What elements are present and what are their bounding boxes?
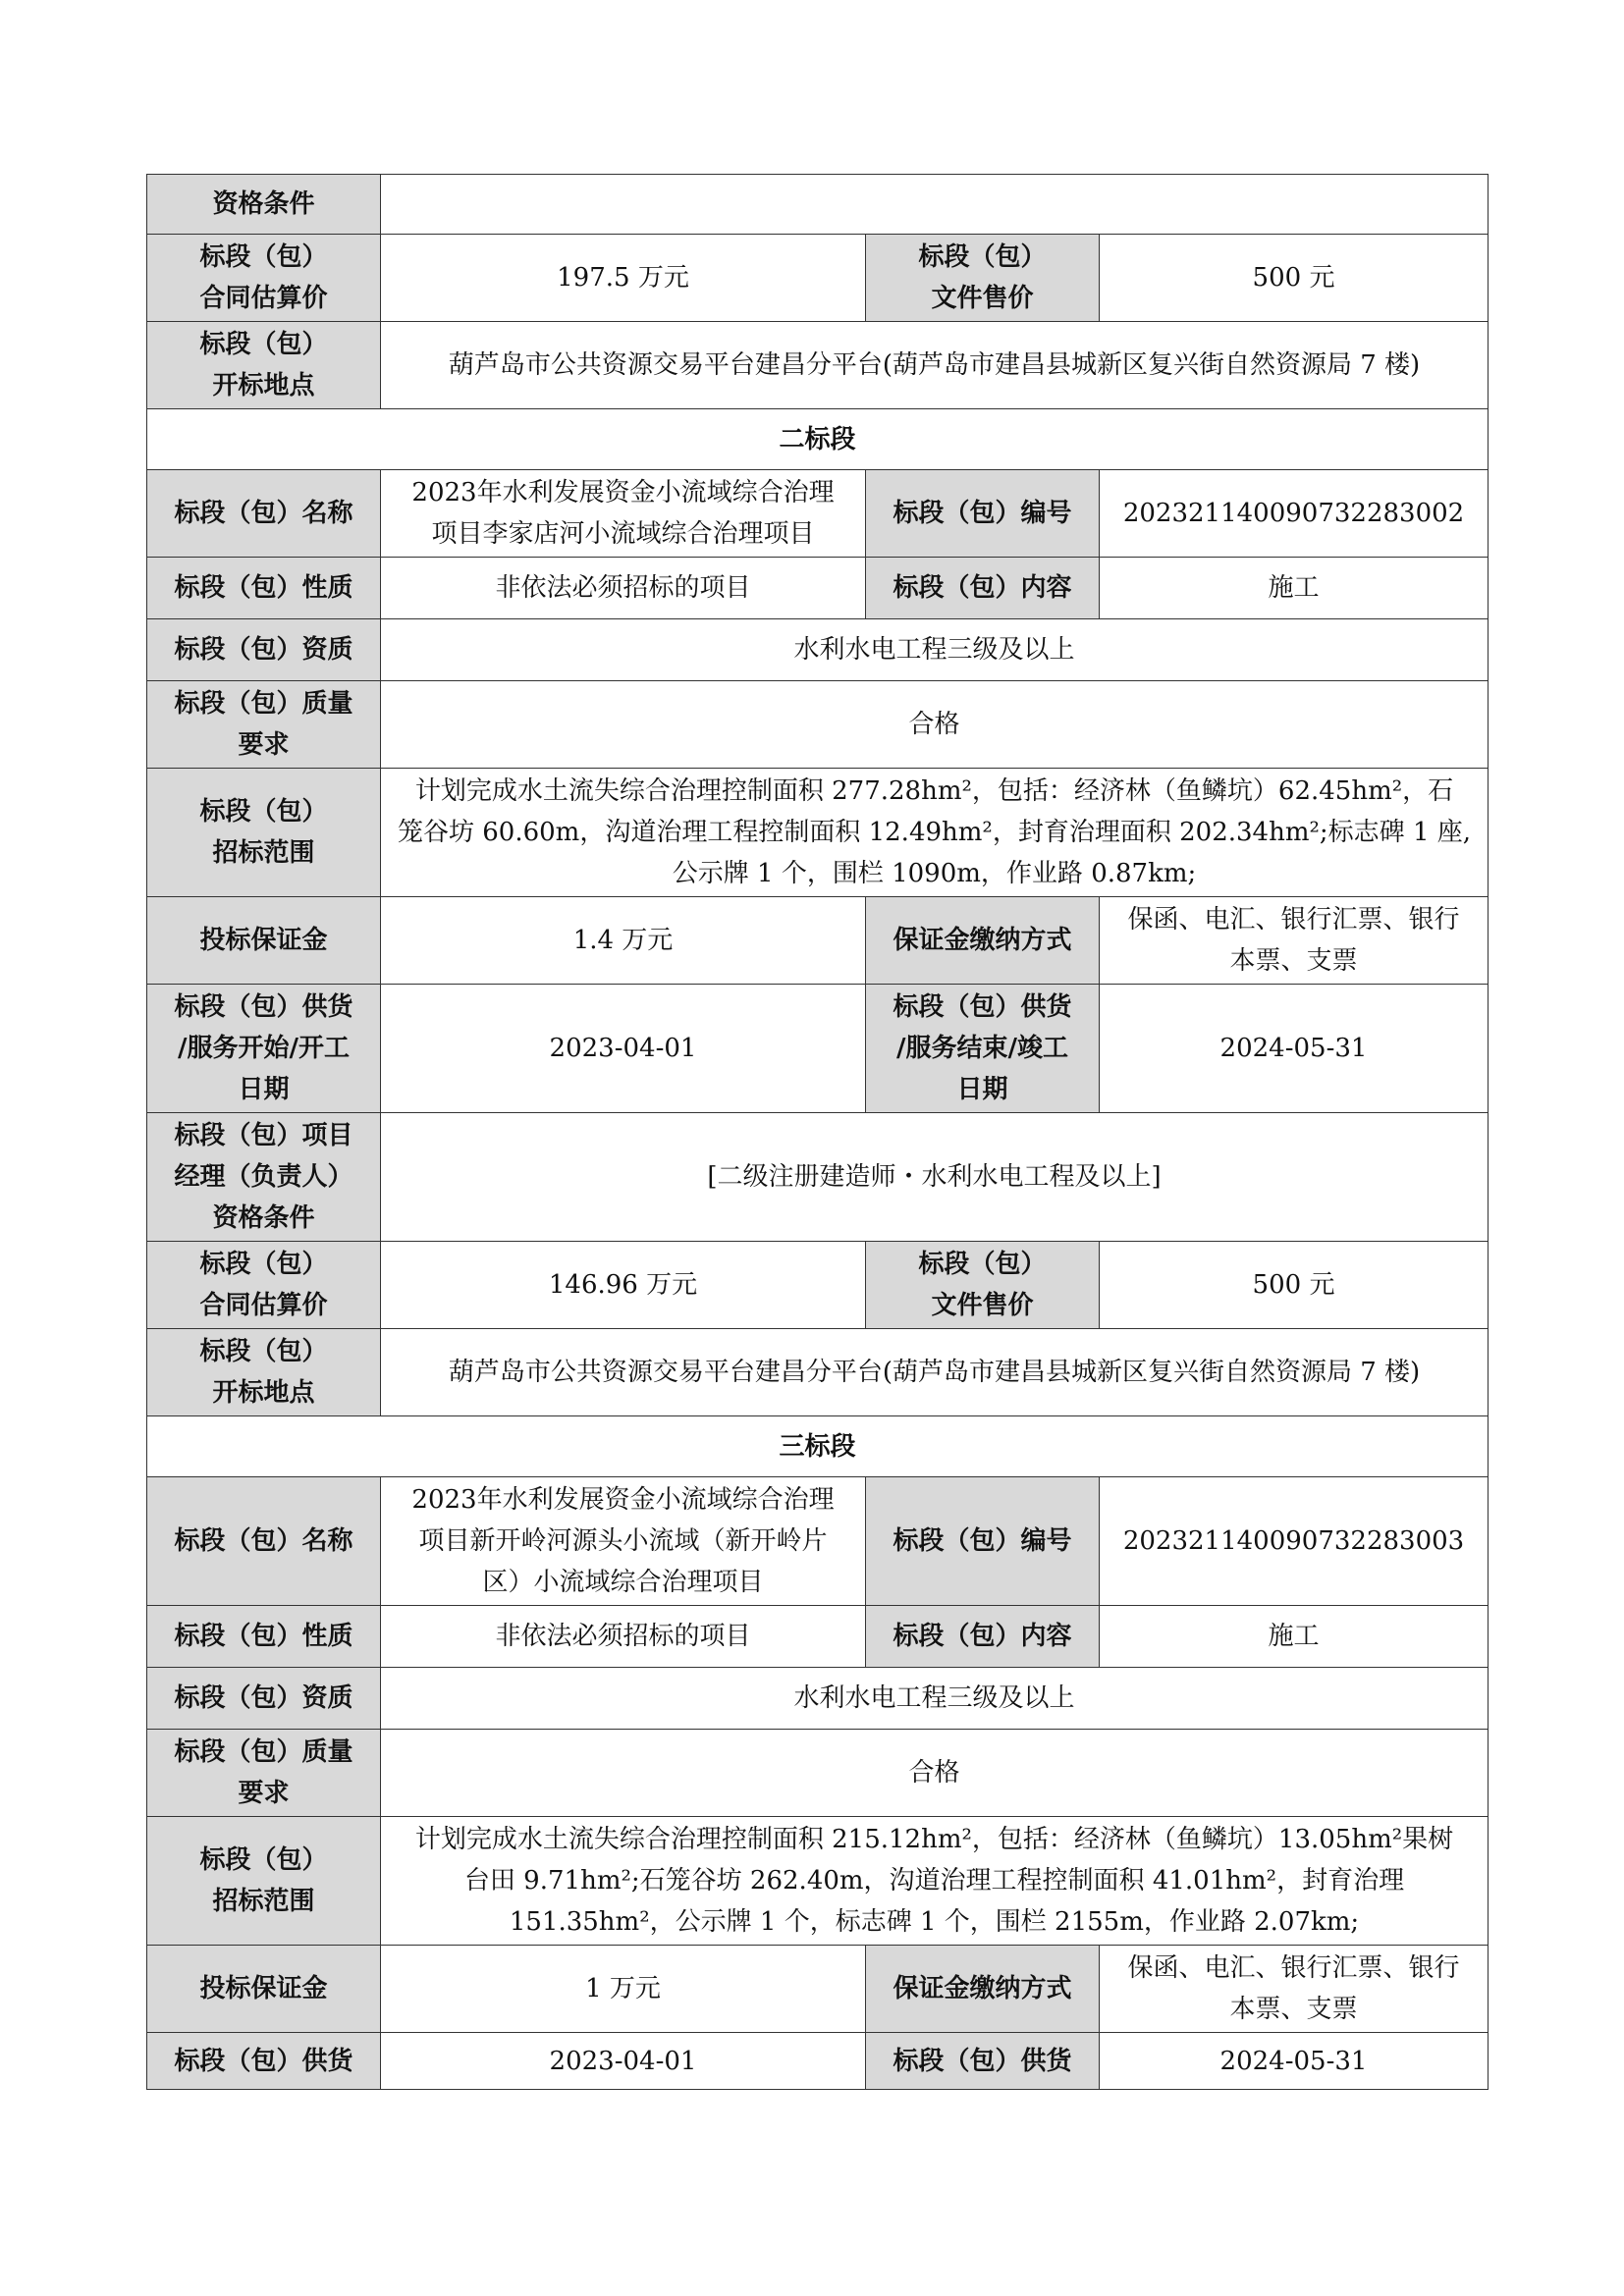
section-2-opening-place: 葫芦岛市公共资源交易平台建昌分平台(葫芦岛市建昌县城新区复兴街自然资源局 7 楼): [381, 1329, 1489, 1416]
section-2-title: 二标段: [147, 409, 1489, 470]
code-label: 标段（包）编号: [866, 1477, 1100, 1606]
section-2-name: 2023年水利发展资金小流域综合治理 项目李家店河小流域综合治理项目: [381, 470, 866, 558]
document-price-label: 标段（包） 文件售价: [866, 1242, 1100, 1329]
supply-start-label: 标段（包）供货: [147, 2033, 381, 2090]
contract-estimate-label: 标段（包） 合同估算价: [147, 235, 381, 322]
name-label: 标段（包）名称: [147, 1477, 381, 1606]
table-row: [147, 619, 1489, 681]
section-2-content: 施工: [1100, 558, 1489, 619]
aptitude-label: 标段（包）资质: [147, 619, 381, 681]
section-3-deposit: 1 万元: [381, 1946, 866, 2033]
deposit-label: 投标保证金: [147, 1946, 381, 2033]
section-2-code: 20232114009073228300​2: [1100, 470, 1489, 558]
section-2-start-date: 2023-04-01: [381, 985, 866, 1113]
table-row: [147, 322, 1489, 409]
section-3-name: 2023年水利发展资金小流域综合治理 项目新开岭河源头小流域（新开岭片 区）小流域综合治理项目: [381, 1477, 866, 1606]
nature-label: 标段（包）性质: [147, 1606, 381, 1668]
section-2-scope: 计划完成水土流失综合治理控制面积 277.28hm²，包括：经济林（鱼鳞坑）62.45hm²，石 笼谷坊 60.60m，沟道治理工程控制面积 12.49hm²，封育治理面积 202.34hm²;标志碑 1 座, 公示牌 1 个，围栏 1090m，作业路 0.87km;: [381, 769, 1489, 897]
scope-label: 标段（包） 招标范围: [147, 1817, 381, 1946]
aptitude-label: 标段（包）资质: [147, 1668, 381, 1730]
section-3-quality: 合格: [381, 1730, 1489, 1817]
section-3-end-date: 2024-05-31: [1100, 2033, 1489, 2090]
section-2-deposit-method: 保函、电汇、银行汇票、银行 本票、支票: [1100, 897, 1489, 985]
opening-place-label: 标段（包） 开标地点: [147, 322, 381, 409]
section-2-contract-estimate: 146.96 万元: [381, 1242, 866, 1329]
table-row: [147, 897, 1489, 985]
table-row: [147, 1329, 1489, 1416]
qualification-value: [381, 175, 1489, 235]
section-3-code: 202321140090732283003: [1100, 1477, 1489, 1606]
section-2-aptitude: 水利水电工程三级及以上: [381, 619, 1489, 681]
table-row: [147, 2033, 1489, 2090]
start-date-label: 标段（包）供货 /服务开始/开工 日期: [147, 985, 381, 1113]
deposit-method-label: 保证金缴纳方式: [866, 897, 1100, 985]
content-label: 标段（包）内容: [866, 1606, 1100, 1668]
content-label: 标段（包）内容: [866, 558, 1100, 619]
table-row: [147, 769, 1489, 897]
section-3-nature: 非依法必须招标的项目: [381, 1606, 866, 1668]
section-2-quality: 合格: [381, 681, 1489, 769]
end-date-label: 标段（包）供货 /服务结束/竣工 日期: [866, 985, 1100, 1113]
table-row: [147, 985, 1489, 1113]
table-row: [147, 558, 1489, 619]
opening-place-label: 标段（包） 开标地点: [147, 1329, 381, 1416]
table-row: [147, 1946, 1489, 2033]
nature-label: 标段（包）性质: [147, 558, 381, 619]
table-row: [147, 1730, 1489, 1817]
code-label: 标段（包）编号: [866, 470, 1100, 558]
document-price-label: 标段（包） 文件售价: [866, 235, 1100, 322]
section-header-row: [147, 1416, 1489, 1477]
name-label: 标段（包）名称: [147, 470, 381, 558]
table-row: [147, 235, 1489, 322]
section-3-aptitude: 水利水电工程三级及以上: [381, 1668, 1489, 1730]
section-2-document-price: 500 元: [1100, 1242, 1489, 1329]
quality-label: 标段（包）质量 要求: [147, 681, 381, 769]
section-2-manager: [二级注册建造师・水利水电工程及以上]: [381, 1113, 1489, 1242]
contract-estimate-value: 197.5 万元: [381, 235, 866, 322]
section-2-nature: 非依法必须招标的项目: [381, 558, 866, 619]
table-row: [147, 1113, 1489, 1242]
manager-label: 标段（包）项目 经理（负责人） 资格条件: [147, 1113, 381, 1242]
table-row: [147, 1242, 1489, 1329]
section-header-row: [147, 409, 1489, 470]
supply-end-label: 标段（包）供货: [866, 2033, 1100, 2090]
section-3-content: 施工: [1100, 1606, 1489, 1668]
table-row: [147, 175, 1489, 235]
contract-estimate-label: 标段（包） 合同估算价: [147, 1242, 381, 1329]
document-price-value: 500 元: [1100, 235, 1489, 322]
table-row: [147, 1477, 1489, 1606]
qualification-label: 资格条件: [147, 175, 381, 235]
section-2-end-date: 2024-05-31: [1100, 985, 1489, 1113]
section-3-deposit-method: 保函、电汇、银行汇票、银行 本票、支票: [1100, 1946, 1489, 2033]
deposit-method-label: 保证金缴纳方式: [866, 1946, 1100, 2033]
table-row: [147, 470, 1489, 558]
table-row: [147, 681, 1489, 769]
deposit-label: 投标保证金: [147, 897, 381, 985]
table-row: [147, 1817, 1489, 1946]
tender-section-table: [146, 174, 1489, 2090]
section-2-deposit: 1.4 万元: [381, 897, 866, 985]
table-row: [147, 1668, 1489, 1730]
section-3-scope: 计划完成水土流失综合治理控制面积 215.12hm²，包括：经济林（鱼鳞坑）13.05hm²果树 台田 9.71hm²;石笼谷坊 262.40m，沟道治理工程控制面积 41.01hm²，封育治理 151.35hm²，公示牌 1 个，标志碑 1 个，围栏 2155m，作业路 2.07km;: [381, 1817, 1489, 1946]
quality-label: 标段（包）质量 要求: [147, 1730, 381, 1817]
section-3-title: 三标段: [147, 1416, 1489, 1477]
opening-place-value: 葫芦岛市公共资源交易平台建昌分平台(葫芦岛市建昌县城新区复兴街自然资源局 7 楼): [381, 322, 1489, 409]
section-3-start-date: 2023-04-01: [381, 2033, 866, 2090]
table-row: [147, 1606, 1489, 1668]
scope-label: 标段（包） 招标范围: [147, 769, 381, 897]
